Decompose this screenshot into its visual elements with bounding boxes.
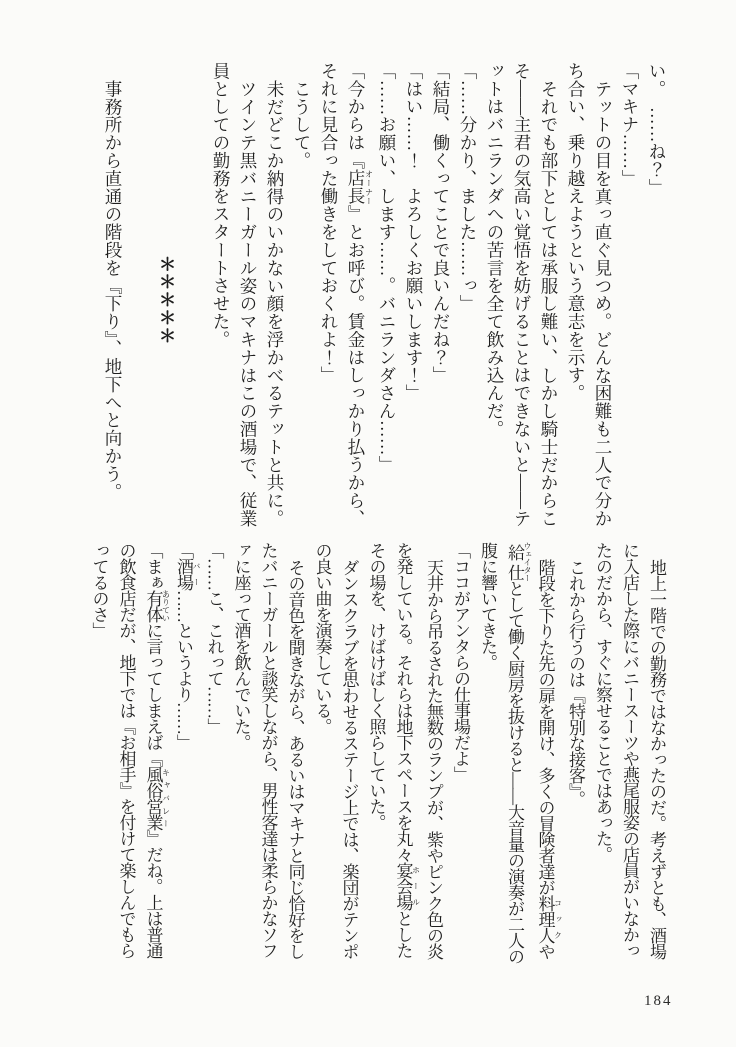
text-line: 「……こ、これって……」: [204, 542, 224, 734]
text-line: 「結局、働くってことで良いんだね？」: [431, 62, 451, 385]
ruby-annotated-word: 店長オーナー: [346, 169, 374, 206]
ruby-annotated-word: 酒場 バー: [174, 558, 201, 590]
text-line: その音色を聞きながら、あるいはマキナと同じ恰好をし: [285, 559, 305, 959]
text-line: その場を、けばけばしく照らしていた。: [366, 542, 386, 830]
text-line: を発している。それらは地下スペースを丸々宴会場 ホールとした: [393, 542, 421, 958]
text-band-bottom: [86, 542, 671, 966]
text-line: の良い曲を演奏している。: [312, 542, 332, 734]
text-line: 「マキナ……」: [620, 62, 640, 188]
text-line: ち合い、乗り越えようという意志を示す。: [566, 62, 586, 403]
text-line: に入店した際にバニースーツや燕尾服姿の店員がいなかっ: [620, 542, 639, 958]
text-line: ってるのさ」: [89, 542, 109, 638]
text-line: それに見合った働きをしておくれよ！」: [319, 62, 339, 385]
text-line: ットはバニランダへの苦言を全て飲み込んだ。: [485, 62, 505, 438]
text-line: ツインテ黒バニーガール姿のマキナはこの酒場で、従業: [238, 79, 258, 527]
text-line: 「……お願い、します……。バニランダさん……」: [377, 62, 397, 474]
text-line: これから行うのは『特別な接客』。: [566, 559, 585, 807]
text-line: 事務所から直通の階段を『下り』、地下へと向かう。: [103, 79, 123, 501]
text-line: 地上一階での勤務ではなかったのだ。考えずとも、酒場: [647, 559, 666, 959]
text-line: 員としての勤務をスタートさせた。: [211, 62, 231, 349]
text-line: い。 ……ね？」: [647, 62, 667, 197]
text-line: 「……分かり、ました……っ」: [458, 62, 478, 313]
text-line: 「まぁ有体 ありていに言ってしまえば『風俗営業 キャバレー』だね。上は普通: [143, 542, 171, 958]
ruby-annotated-word: 料理人 コック: [535, 895, 563, 943]
text-line: そ――主君の気高い覚悟を妨げることはできないと――テ: [512, 62, 532, 528]
text-line: たバニーガールと談笑しながら、男性客達は柔らかなソフ: [258, 542, 278, 958]
text-line: 未だどこか納得のいかない顔を浮かべるテットと共に。: [265, 79, 285, 527]
text-line: 階段を下りた先の扉を開け、多くの冒険者達が料理人 コックや: [535, 559, 563, 959]
scene-break: ＊＊＊＊＊: [157, 255, 177, 345]
text-line: テットの目を真っ直ぐ見つめ。どんな困難も二人で分か: [593, 79, 613, 527]
text-line: 腹に響いてきた。: [478, 542, 497, 670]
text-line: 天井から吊るされた無数のランプが、紫やピンク色の炎: [424, 559, 443, 959]
text-line: 「ココがアンタらの仕事場だよ」: [451, 542, 470, 782]
text-line: こうして。: [292, 79, 312, 169]
ruby-annotated-word: 給仕 ウェイター: [505, 542, 532, 582]
text-line: 「今からは『店長オーナー』とお呼び。賃金はしっかり払うから、: [346, 62, 374, 528]
text-line: の飲食店だが、地下では『お相手』を付けて楽しんでもら: [116, 542, 136, 958]
page-number: 184: [644, 993, 673, 1009]
text-line: たのだから、すぐに察せることではあった。: [593, 542, 612, 862]
text-line: 「はい……！ よろしくお願いします！」: [404, 62, 424, 403]
text-line: ダンスクラブを思わせるステージ上では、楽団がテンポ: [339, 559, 359, 959]
text-line: ァに座って酒を飲んでいた。: [231, 542, 251, 750]
text-line: 給仕 ウェイターとして働く厨房を抜けると――大音量の演奏が二人の: [505, 542, 532, 964]
text-line: それでも部下としては承服し難い、しかし騎士だからこ: [539, 79, 559, 527]
text-line: 「酒場 バー……というより……」: [174, 542, 201, 750]
ruby-annotated-word: 風俗営業 キャバレー: [143, 766, 171, 830]
ruby-annotated-word: 有体 ありてい: [143, 590, 171, 622]
ruby-annotated-word: 宴会場 ホール: [393, 862, 421, 910]
text-band-top: [99, 62, 670, 538]
